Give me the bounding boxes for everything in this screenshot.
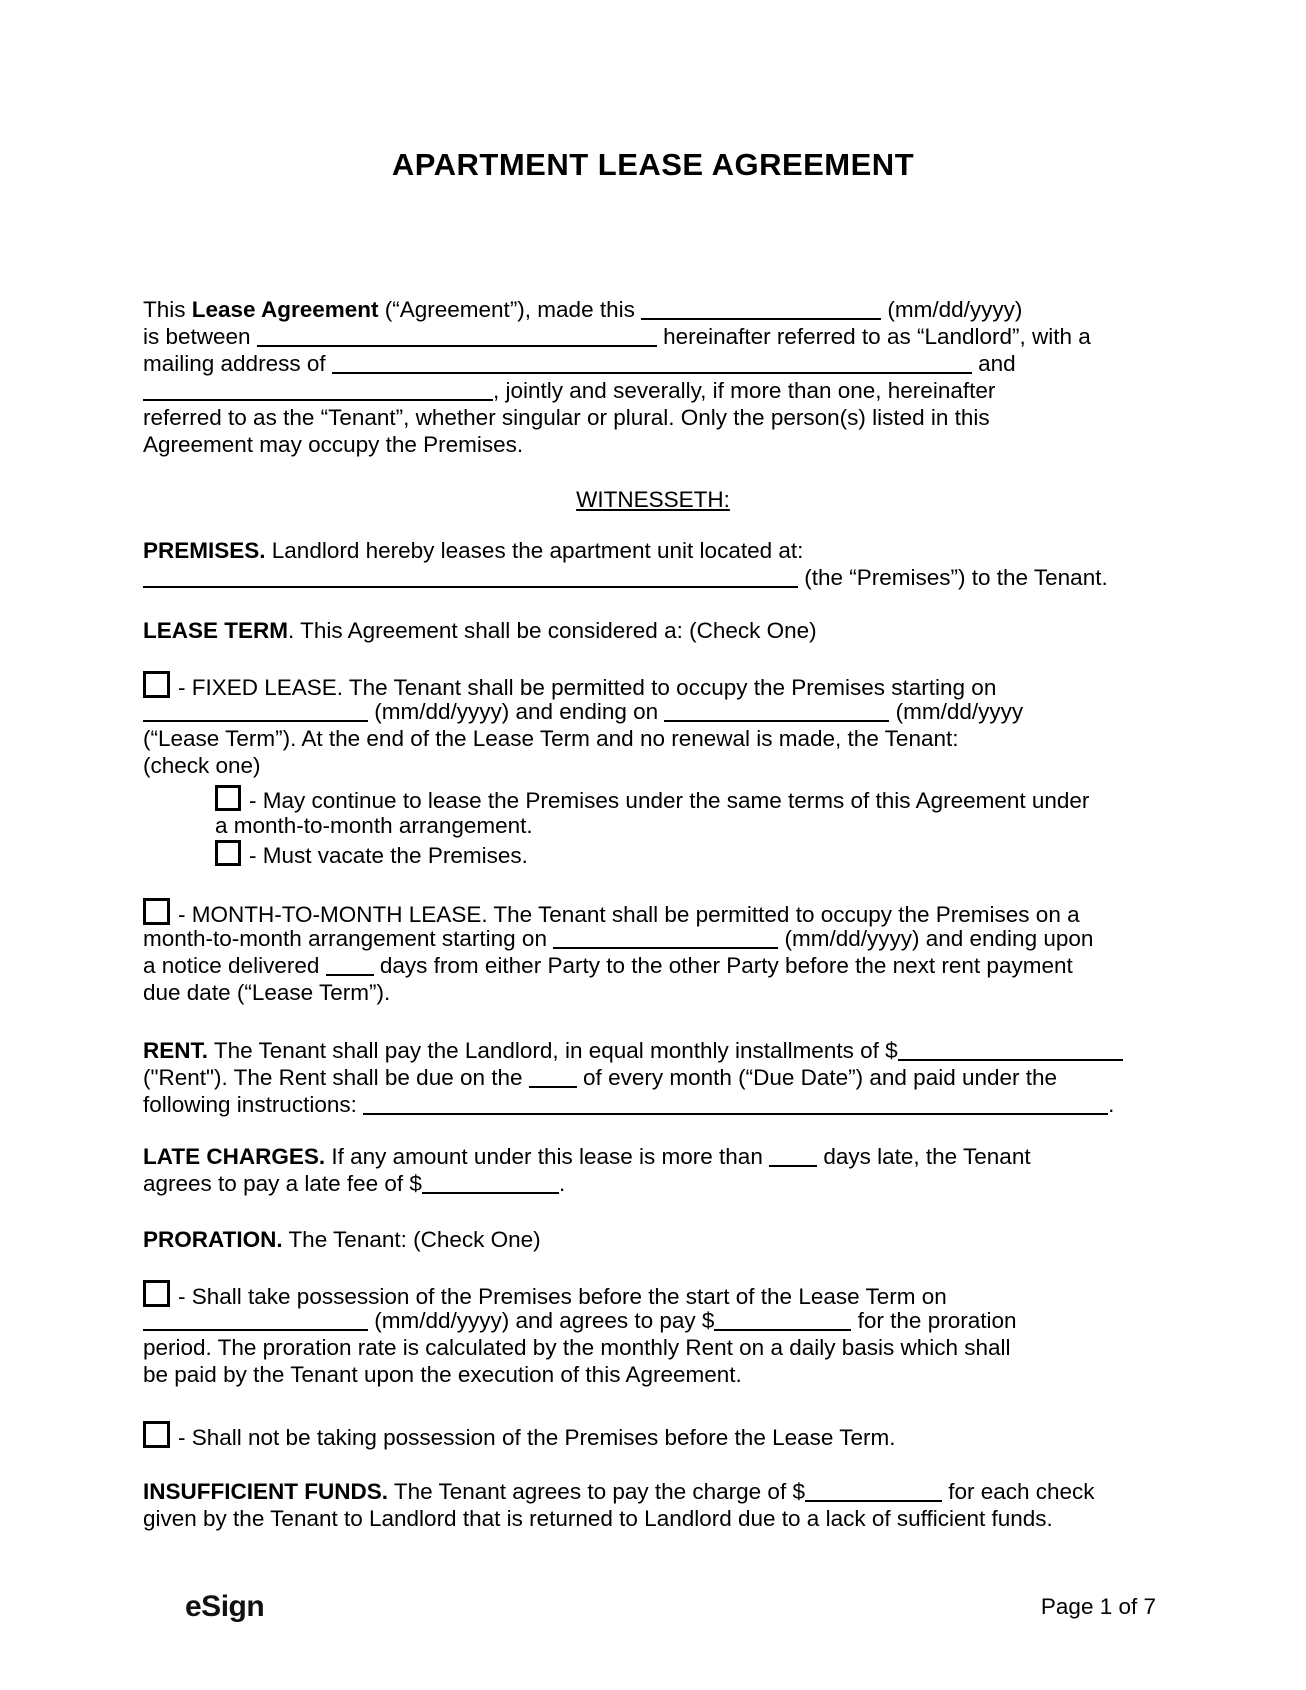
blank-rent-due-day[interactable] xyxy=(529,1068,577,1088)
text-run: - Shall not be taking possession of the Premises before the Lease Term. xyxy=(178,1425,896,1450)
text-run: for the proration xyxy=(851,1308,1017,1333)
text-line xyxy=(143,296,1163,323)
blank-proration-amount[interactable] xyxy=(714,1311,851,1331)
text-line xyxy=(143,1170,1163,1197)
text-line xyxy=(143,1421,1163,1448)
blank-premises-address[interactable] xyxy=(143,568,798,588)
text-line xyxy=(143,1334,1163,1361)
text-run: days late, the Tenant xyxy=(817,1144,1031,1169)
text-run: and xyxy=(971,351,1016,376)
witnesseth-heading xyxy=(143,486,1163,513)
underlined-heading: WITNESSETH: xyxy=(576,487,730,512)
text-line xyxy=(143,1505,1163,1532)
text-run: - MONTH-TO-MONTH LEASE. The Tenant shall be permitted to occupy the Premises on a xyxy=(178,902,1080,927)
text-line xyxy=(143,431,1163,458)
page-number: Page 1 of 7 xyxy=(1040,1594,1156,1619)
text-run: This xyxy=(143,297,192,322)
text-run: (“Lease Term”). At the end of the Lease Term and no renewal is made, the Tenant: xyxy=(143,726,959,751)
blank-notice-days[interactable] xyxy=(326,956,374,976)
text-line xyxy=(143,323,1163,350)
text-line xyxy=(215,785,1163,812)
text-run: The Tenant shall pay the Landlord, in equal monthly installments of $ xyxy=(208,1038,898,1063)
text-run: - FIXED LEASE. The Tenant shall be permitted to occupy the Premises starting on xyxy=(178,675,997,700)
rent-section xyxy=(143,1037,1163,1118)
blank-nsf-fee[interactable] xyxy=(805,1482,942,1502)
text-run: month-to-month arrangement starting on xyxy=(143,926,554,951)
text-line xyxy=(143,350,1163,377)
text-line xyxy=(143,671,1163,698)
text-line xyxy=(143,952,1163,979)
esign-logo: eSign xyxy=(185,1590,265,1623)
insufficient-funds-section xyxy=(143,1478,1163,1532)
intro-paragraph xyxy=(143,296,1163,458)
blank-proration-date[interactable] xyxy=(143,1311,368,1331)
text-line xyxy=(215,840,1163,867)
fixed-lease-suboption-vacate xyxy=(143,840,1163,867)
bold-text-run: Lease Agreement xyxy=(191,297,379,322)
text-line xyxy=(143,377,1163,404)
text-run: of every month (“Due Date”) and paid under the xyxy=(576,1065,1058,1090)
text-line xyxy=(143,1226,1163,1253)
text-run: . This Agreement shall be considered a: (Check One) xyxy=(288,618,817,643)
fixed-lease-option xyxy=(143,671,1163,779)
text-line xyxy=(143,725,1163,752)
text-run: for each check xyxy=(941,1479,1095,1504)
bold-text-run: PRORATION. xyxy=(143,1227,283,1252)
text-line xyxy=(143,1143,1163,1170)
blank-late-days[interactable] xyxy=(769,1147,817,1167)
blank-payment-instructions[interactable] xyxy=(363,1095,1108,1115)
text-run: (mm/dd/yyyy) xyxy=(881,297,1023,322)
blank-landlord-name[interactable] xyxy=(257,327,657,347)
blank-mtm-start-date[interactable] xyxy=(553,929,778,949)
text-run: (mm/dd/yyyy) and agrees to pay $ xyxy=(368,1308,715,1333)
text-run: be paid by the Tenant upon the execution of this Agreement. xyxy=(143,1362,742,1387)
text-run: referred to as the “Tenant”, whether singular or plural. Only the person(s) listed in this xyxy=(143,405,990,430)
checkbox-must-vacate[interactable] xyxy=(215,840,241,866)
text-run: is between xyxy=(143,324,257,349)
blank-agreement-date[interactable] xyxy=(641,300,881,320)
text-run: following instructions: xyxy=(143,1092,364,1117)
text-run: - May continue to lease the Premises under the same terms of this Agreement under xyxy=(249,788,1090,813)
text-run: hereinafter referred to as “Landlord”, with a xyxy=(656,324,1091,349)
text-run: - Must vacate the Premises. xyxy=(249,843,528,868)
proration-option-possession xyxy=(143,1280,1163,1388)
blank-landlord-address[interactable] xyxy=(332,354,972,374)
text-run: a notice delivered xyxy=(143,953,326,978)
blank-fixed-start-date[interactable] xyxy=(143,702,368,722)
fixed-lease-suboption-continue xyxy=(143,785,1163,839)
text-run: due date (“Lease Term”). xyxy=(143,980,391,1005)
text-run: If any amount under this lease is more than xyxy=(325,1144,770,1169)
blank-rent-amount[interactable] xyxy=(898,1041,1123,1061)
text-line xyxy=(143,1037,1163,1064)
text-line xyxy=(143,486,1163,513)
blank-late-fee[interactable] xyxy=(422,1174,559,1194)
text-line xyxy=(143,752,1163,779)
text-run: (mm/dd/yyyy) and ending on xyxy=(368,699,665,724)
text-line xyxy=(143,564,1163,591)
text-line xyxy=(143,1280,1163,1307)
text-run: . xyxy=(1108,1092,1115,1117)
text-run: (the “Premises”) to the Tenant. xyxy=(798,565,1108,590)
text-run: given by the Tenant to Landlord that is returned to Landlord due to a lack of sufficient funds. xyxy=(143,1506,1053,1531)
text-run: (mm/dd/yyyy) and ending upon xyxy=(778,926,1094,951)
text-run: mailing address of xyxy=(143,351,332,376)
premises-section xyxy=(143,537,1163,591)
text-run: Landlord hereby leases the apartment unit located at: xyxy=(265,538,804,563)
blank-fixed-end-date[interactable] xyxy=(664,702,889,722)
proration-option-no-possession xyxy=(143,1421,1163,1448)
text-run: (mm/dd/yyyy xyxy=(889,699,1024,724)
text-run: The Tenant: (Check One) xyxy=(282,1227,541,1252)
text-line xyxy=(143,1478,1163,1505)
bold-text-run: PREMISES. xyxy=(143,538,266,563)
bold-text-run: INSUFFICIENT FUNDS. xyxy=(143,1479,388,1504)
late-charges-section xyxy=(143,1143,1163,1197)
bold-text-run: RENT. xyxy=(143,1038,209,1063)
checkbox-proration-possession[interactable] xyxy=(143,1280,170,1307)
bold-text-run: LEASE TERM xyxy=(143,618,289,643)
text-run: Agreement may occupy the Premises. xyxy=(143,432,524,457)
text-line xyxy=(143,617,1163,644)
proration-section xyxy=(143,1226,1163,1253)
checkbox-month-to-month-lease[interactable] xyxy=(143,898,170,925)
text-run: agrees to pay a late fee of $ xyxy=(143,1171,422,1196)
text-run: (check one) xyxy=(143,753,261,778)
text-line xyxy=(143,1091,1163,1118)
text-line xyxy=(143,1064,1163,1091)
text-run: days from either Party to the other Party before the next rent payment xyxy=(373,953,1073,978)
text-line xyxy=(143,925,1163,952)
checkbox-fixed-lease[interactable] xyxy=(143,671,170,698)
text-run: period. The proration rate is calculated by the monthly Rent on a daily basis which shall xyxy=(143,1335,1011,1360)
text-run: ("Rent"). The Rent shall be due on the xyxy=(143,1065,529,1090)
text-line xyxy=(143,898,1163,925)
text-run: , jointly and severally, if more than one, hereinafter xyxy=(493,378,996,403)
text-line xyxy=(143,1361,1163,1388)
text-line xyxy=(143,698,1163,725)
blank-tenant-names[interactable] xyxy=(143,381,493,401)
document-title: APARTMENT LEASE AGREEMENT xyxy=(391,147,915,182)
bold-text-run: LATE CHARGES. xyxy=(143,1144,326,1169)
checkbox-continue-month-to-month[interactable] xyxy=(215,785,241,811)
month-to-month-option xyxy=(143,898,1163,1006)
text-run: (“Agreement”), made this xyxy=(378,297,642,322)
text-run: The Tenant agrees to pay the charge of $ xyxy=(388,1479,805,1504)
lease-term-section xyxy=(143,617,1163,644)
text-run: - Shall take possession of the Premises before the start of the Lease Term on xyxy=(178,1284,947,1309)
text-line xyxy=(215,812,1163,839)
text-line xyxy=(143,404,1163,431)
text-run: a month-to-month arrangement. xyxy=(215,813,533,838)
text-line xyxy=(143,537,1163,564)
text-line xyxy=(143,1307,1163,1334)
checkbox-no-early-possession[interactable] xyxy=(143,1421,170,1448)
text-run: . xyxy=(558,1171,566,1196)
text-line xyxy=(143,979,1163,1006)
